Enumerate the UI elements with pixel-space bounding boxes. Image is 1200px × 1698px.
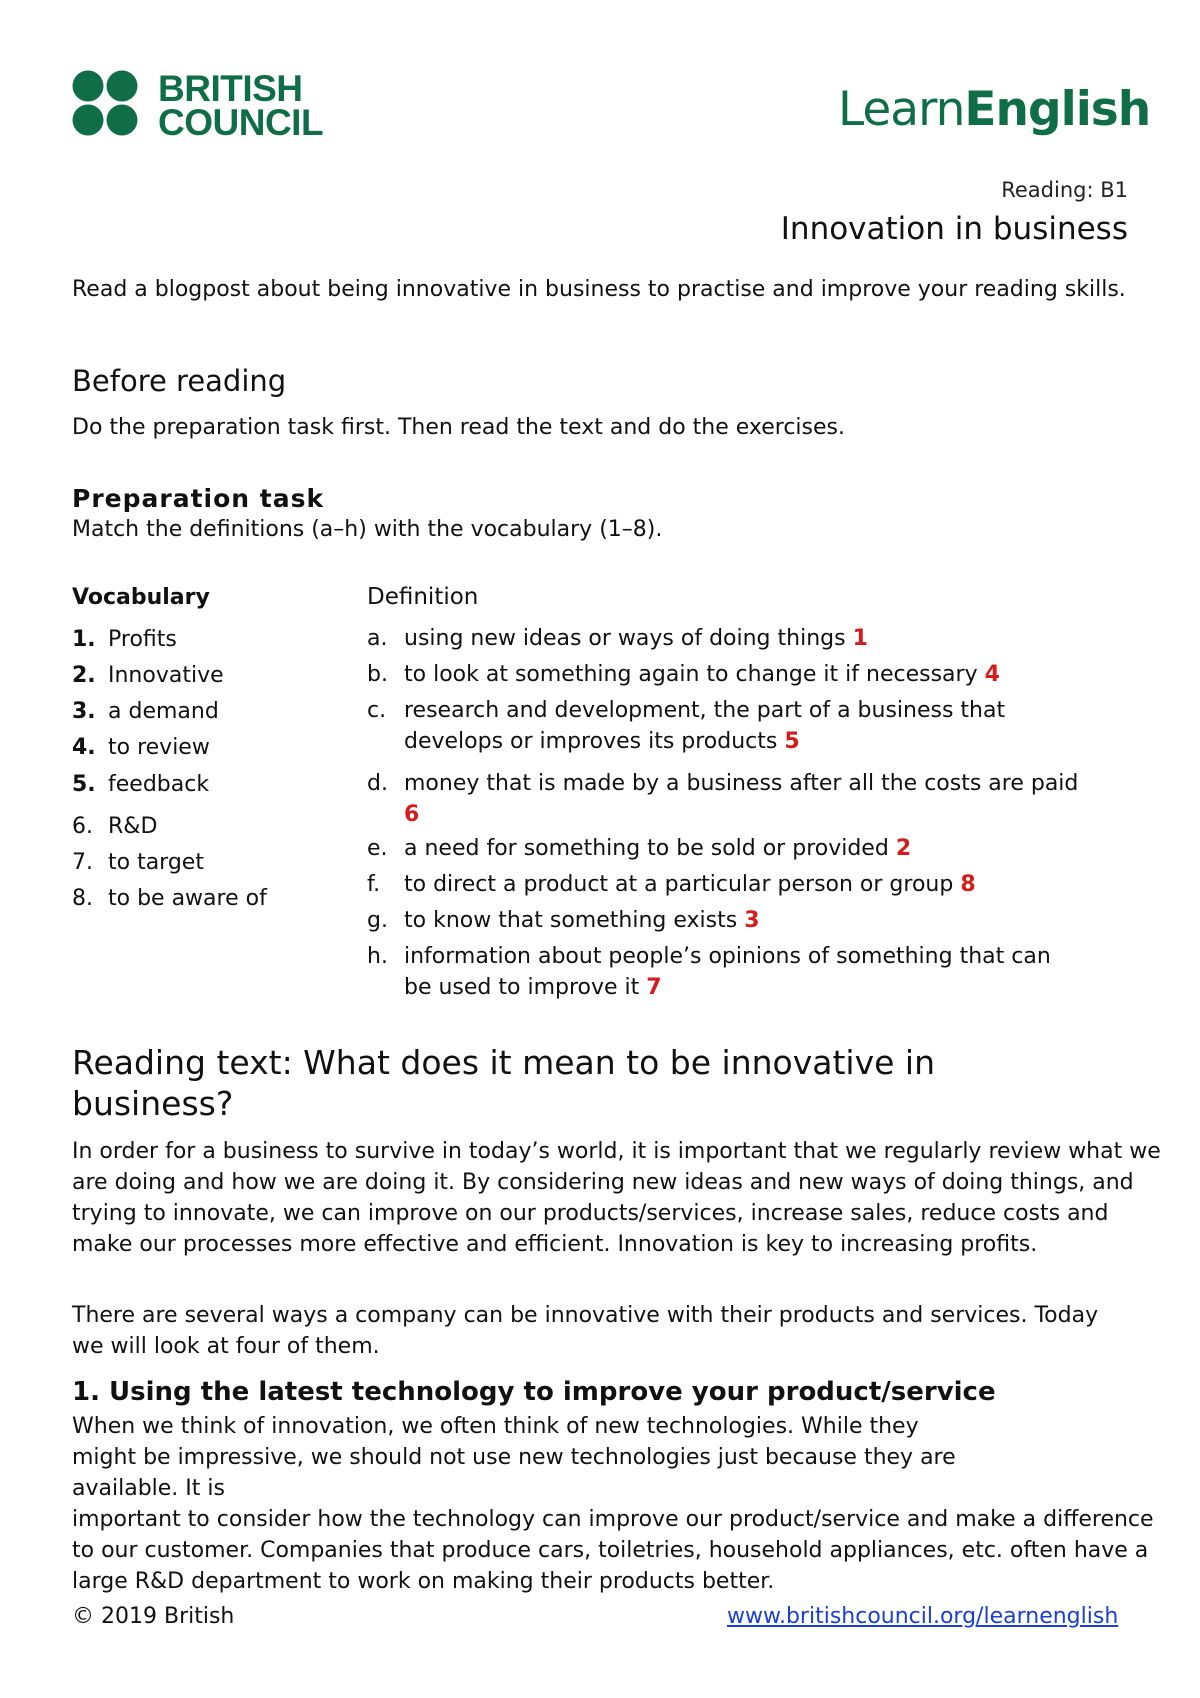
vocab-item xyxy=(72,627,177,652)
definition-text: using new ideas or ways of doing things xyxy=(404,626,846,651)
vocab-number: 7. xyxy=(72,850,93,875)
definition-letter: a. xyxy=(367,626,388,651)
definition-letter: f. xyxy=(367,872,381,897)
definition-item xyxy=(367,768,1097,830)
definition-letter: b. xyxy=(367,662,388,687)
answer-number: 6 xyxy=(404,802,420,827)
vocab-item xyxy=(72,814,157,839)
brand-line-1: BRITISH xyxy=(158,68,303,109)
english-word: English xyxy=(964,82,1151,137)
definition-item xyxy=(367,869,1127,900)
learnenglish-logo xyxy=(838,82,1150,137)
definition-item xyxy=(367,623,1127,654)
definition-text: to know that something exists xyxy=(404,908,738,933)
answer-number: 5 xyxy=(784,729,800,754)
document-title: Innovation in business xyxy=(780,211,1128,247)
answer-number: 3 xyxy=(744,908,760,933)
brand-line-2: COUNCIL xyxy=(158,102,324,143)
definition-letter: h. xyxy=(367,944,388,969)
vocab-word: a demand xyxy=(108,699,219,724)
footer-copyright: © 2019 British xyxy=(72,1604,235,1629)
definition-text: money that is made by a business after all the costs are paid xyxy=(404,771,1079,796)
vocab-number: 8. xyxy=(72,886,93,911)
preparation-task-heading: Preparation task xyxy=(72,484,325,513)
vocab-word: to be aware of xyxy=(108,886,267,911)
vocab-item xyxy=(72,772,209,797)
vocab-item xyxy=(72,850,204,875)
definition-text: to look at something again to change it if necessary xyxy=(404,662,978,687)
definition-text: research and development, the part of a business that develops or improves its products xyxy=(404,698,1006,754)
section-1-text xyxy=(72,1411,1162,1597)
definition-text: a need for something to be sold or provided xyxy=(404,836,889,861)
vocab-number: 6. xyxy=(72,814,93,839)
answer-number: 1 xyxy=(852,626,868,651)
vocab-number: 1. xyxy=(72,627,96,652)
vocab-word: to target xyxy=(108,850,204,875)
intro-text: Read a blogpost about being innovative in business to practise and improve your reading skills. xyxy=(72,277,1126,302)
answer-number: 7 xyxy=(646,975,662,1000)
before-reading-instruction: Do the preparation task first. Then read the text and do the exercises. xyxy=(72,415,845,440)
vocab-number: 4. xyxy=(72,735,96,760)
definition-item xyxy=(367,833,1127,864)
vocab-word: R&D xyxy=(108,814,158,839)
definition-item xyxy=(367,659,1127,690)
definition-letter: e. xyxy=(367,836,388,861)
vocab-item xyxy=(72,735,210,760)
vocab-word: feedback xyxy=(108,772,210,797)
british-council-wordmark xyxy=(158,68,324,143)
vocab-item xyxy=(72,699,219,724)
reading-level: Reading: B1 xyxy=(1001,178,1128,202)
definition-item xyxy=(367,905,1127,936)
preparation-task-instruction: Match the definitions (a–h) with the vocabulary (1–8). xyxy=(72,517,663,542)
definition-item xyxy=(367,941,1067,1003)
section-1-rest: important to consider how the technology can improve our product/service and make a difference to our customer. Companies that produce cars, toiletries, household appliances, etc. often have a large R&D department to work on making their products better. xyxy=(72,1507,1154,1594)
reading-paragraph-1: In order for a business to survive in today’s world, it is important that we regularly review what we are doing and how we are doing it. By considering new ideas and new ways of doing things, and trying to innovate, we can improve on our products/services, increase sales, reduce costs and make our processes more effective and efficient. Innovation is key to increasing profits. xyxy=(72,1139,1161,1257)
vocab-word: to review xyxy=(108,735,210,760)
footer-website-link[interactable]: www.britishcouncil.org/learnenglish xyxy=(727,1604,1119,1629)
before-reading-heading: Before reading xyxy=(72,364,287,398)
british-council-dots-icon xyxy=(72,70,152,140)
reading-text-heading: Reading text: What does it mean to be innovative in business? xyxy=(72,1043,935,1123)
section-1-line: When we think of innovation, we often think of new technologies. While they xyxy=(72,1414,919,1439)
vocab-item xyxy=(72,663,224,688)
section-1-line: might be impressive, we should not use new technologies just because they are xyxy=(72,1445,956,1470)
section-1-heading: 1. Using the latest technology to improve your product/service xyxy=(72,1377,996,1407)
section-1-line: available. It is xyxy=(72,1476,225,1501)
vocab-word: Innovative xyxy=(108,663,224,688)
vocab-word: Profits xyxy=(108,627,177,652)
reading-paragraph-2: There are several ways a company can be innovative with their products and services. Today we will look at four of them. xyxy=(72,1303,1099,1359)
definition-item xyxy=(367,695,1057,757)
answer-number: 4 xyxy=(984,662,1000,687)
answer-number: 8 xyxy=(960,872,976,897)
vocabulary-heading: Vocabulary xyxy=(72,585,210,610)
vocab-number: 3. xyxy=(72,699,96,724)
definition-letter: g. xyxy=(367,908,388,933)
definition-text: information about people’s opinions of something that can be used to improve it xyxy=(404,944,1051,1000)
vocab-number: 2. xyxy=(72,663,96,688)
learn-word: Learn xyxy=(838,82,965,137)
answer-number: 2 xyxy=(895,836,912,861)
definition-letter: c. xyxy=(367,698,387,723)
definition-letter: d. xyxy=(367,771,388,796)
definition-heading: Definition xyxy=(367,584,479,610)
definition-text: to direct a product at a particular person or group xyxy=(404,872,954,897)
vocab-item xyxy=(72,886,267,911)
vocab-number: 5. xyxy=(72,772,96,797)
